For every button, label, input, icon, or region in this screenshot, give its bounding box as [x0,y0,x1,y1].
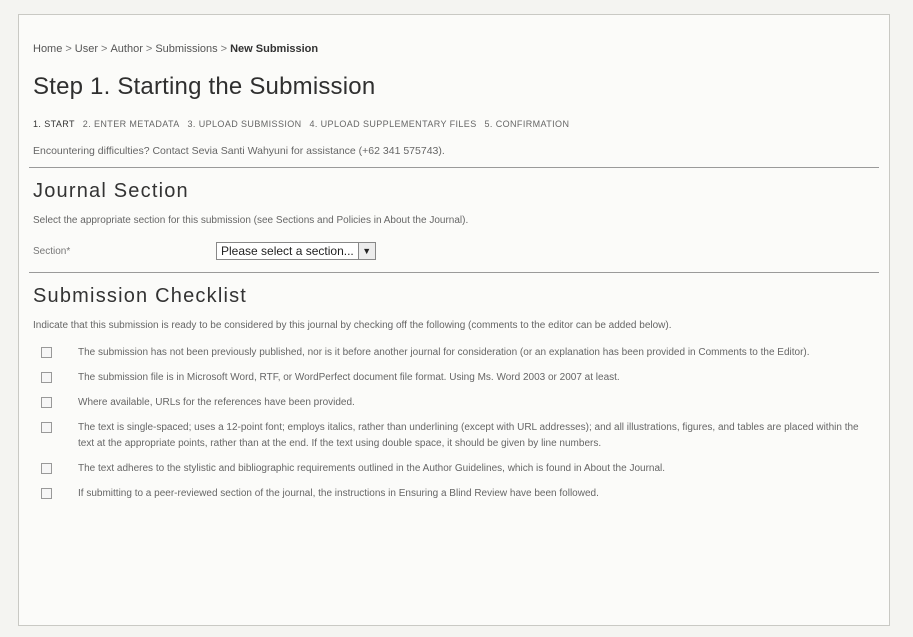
step-upload-supplementary: 4. UPLOAD SUPPLEMENTARY FILES [309,119,477,129]
divider [29,272,879,273]
checklist-item-text: The submission file is in Microsoft Word, RTF, or WordPerfect document file format. Using Ms. Word 2003 or 2007 at least. [78,372,620,383]
breadcrumb-user[interactable]: User [74,43,99,55]
checklist-item [33,370,875,386]
checklist-item-text: If submitting to a peer-reviewed section of the journal, the instructions in Ensuring a Blind Review have been followed. [78,488,599,499]
checklist-checkbox[interactable] [41,372,52,383]
section-field-row [33,242,875,260]
checklist-checkbox[interactable] [41,488,52,499]
section-field-label: Section* [33,245,71,257]
checklist [33,345,875,502]
breadcrumb [33,43,875,55]
checklist-item-text: The text is single-spaced; uses a 12-point font; employs italics, rather than underlining (except with URL addresses); and all illustrations, figures, and tables are placed within the text at the appropriate points, rather than at the end. If the text using double space, it should be given by line numbers. [78,422,859,449]
chevron-down-icon[interactable]: ▼ [358,243,375,259]
checklist-checkbox[interactable] [41,463,52,474]
checklist-item [33,345,875,361]
checklist-checkbox[interactable] [41,422,52,433]
breadcrumb-author[interactable]: Author [110,43,143,55]
divider [29,167,879,168]
submission-checklist-title: Submission Checklist [33,285,248,307]
checklist-item [33,420,875,452]
step-start: 1. START [33,119,75,129]
step-confirmation: 5. CONFIRMATION [484,119,570,129]
checklist-item [33,486,875,502]
contact-text: Encountering difficulties? Contact Sevia Santi Wahyuni for assistance (+62 341 575743). [33,145,445,157]
checklist-checkbox[interactable] [41,347,52,358]
section-select[interactable] [216,242,376,260]
breadcrumb-separator: > [220,43,228,55]
checklist-item-text: The submission has not been previously published, nor is it before another journal for consideration (or an explanation has been provided in Comments to the Editor). [78,347,810,358]
checklist-item-text: Where available, URLs for the references have been provided. [78,397,355,408]
breadcrumb-submissions[interactable]: Submissions [155,43,218,55]
section-select-value: Please select a section... [221,244,354,258]
checklist-intro: Indicate that this submission is ready to be considered by this journal by checking off the following (comments to the editor can be added below). [33,320,672,331]
page-title: Step 1. Starting the Submission [33,73,376,100]
breadcrumb-current: New Submission [230,43,319,55]
step-upload-submission: 3. UPLOAD SUBMISSION [187,119,302,129]
journal-section-description: Select the appropriate section for this submission (see Sections and Policies in About the Journal). [33,215,469,226]
step-enter-metadata: 2. ENTER METADATA [82,119,180,129]
checklist-item [33,461,875,477]
checklist-checkbox[interactable] [41,397,52,408]
breadcrumb-separator: > [65,43,72,55]
submission-steps [33,119,875,129]
checklist-item-text: The text adheres to the stylistic and bibliographic requirements outlined in the Author Guidelines, which is found in About the Journal. [78,463,666,474]
journal-section-title: Journal Section [33,180,189,202]
breadcrumb-separator: > [101,43,108,55]
breadcrumb-home[interactable]: Home [33,43,63,55]
checklist-item [33,395,875,411]
breadcrumb-separator: > [145,43,153,55]
page-frame [18,14,890,626]
